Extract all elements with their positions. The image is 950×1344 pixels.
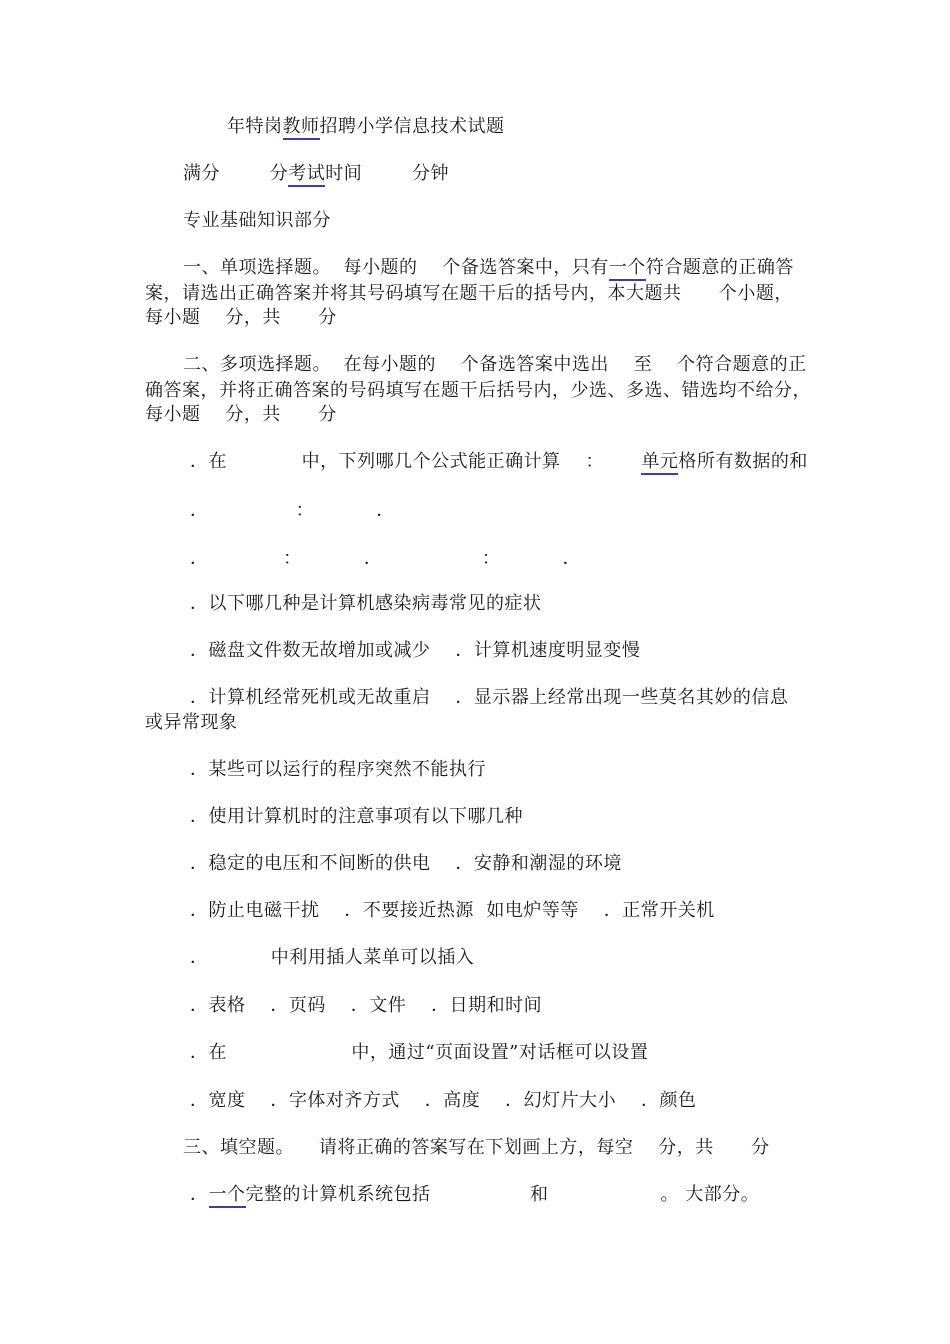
part1-heading-line2: 案，请选出正确答案并将其号码填写在题干后的括号内，本大题共 个小题，	[145, 283, 793, 304]
title-underlined-word: 教师	[283, 116, 320, 140]
title-prefix: 年特岗	[227, 116, 283, 137]
part1-line1-suffix: 符合题意的正确答	[645, 257, 794, 278]
q6-underlined-word: 一个	[209, 1184, 246, 1208]
question-3-options-b: ．防止电磁干扰 ．不要接近热源 如电炉等等 ．正常开关机	[190, 900, 715, 921]
question-1-options-a: ． ： ．	[190, 500, 395, 521]
title-suffix: 招聘小学信息技术试题	[319, 116, 505, 137]
question-2-stem: ．以下哪几种是计算机感染病毒常见的症状	[190, 593, 542, 614]
part1-underlined-word: 一个	[609, 257, 646, 281]
exam-info-prefix: 满分 分	[183, 163, 289, 184]
part2-heading-line3: 每小题 分，共 分	[145, 404, 337, 425]
part1-heading-line1	[183, 256, 794, 280]
q1-underlined-word: 单元	[641, 451, 678, 475]
question-2-options-b2: 或异常现象	[145, 712, 238, 733]
question-4-options: ．表格 ．页码 ．文件 ．日期和时间	[190, 995, 543, 1016]
question-2-options-a: ．磁盘文件数无故增加或减少 ．计算机速度明显变慢	[190, 640, 641, 661]
question-1-options-b: ． ： ． ： ．	[190, 548, 582, 569]
question-5-options: ．宽度 ．字体对齐方式 ．高度 ．幻灯片大小 ．颜色	[190, 1090, 697, 1111]
part2-heading-line1: 二、多项选择题。 在每小题的 个备选答案中选出 至 个符合题意的正	[183, 354, 807, 375]
q6-stem-suffix: 完整的计算机系统包括 和 。 大部分。	[245, 1184, 760, 1205]
exam-info-suffix: 时间 分钟	[325, 163, 450, 184]
document-title	[227, 115, 505, 139]
part1-heading-line3: 每小题 分，共 分	[145, 307, 337, 328]
q6-number-dot: ．	[190, 1184, 209, 1205]
question-6-stem	[190, 1183, 759, 1207]
exam-info-underlined-word: 考试	[288, 163, 325, 187]
question-1-stem	[190, 450, 808, 474]
exam-info-line	[183, 162, 449, 186]
section-label: 专业基础知识部分	[183, 210, 331, 231]
part2-heading-line2: 确答案，并将正确答案的号码填写在题干后括号内，少选、多选、错选均不给分，	[145, 380, 811, 401]
q1-stem-suffix: 格所有数据的和	[678, 451, 808, 472]
part3-heading: 三、填空题。 请将正确的答案写在下划画上方，每空 分，共 分	[183, 1137, 770, 1158]
question-2-options-c: ．某些可以运行的程序突然不能执行	[190, 759, 486, 780]
question-3-options-a: ．稳定的电压和不间断的供电 ．安静和潮湿的环境	[190, 853, 622, 874]
q1-stem-prefix: ．在 中，下列哪几个公式能正确计算 ：	[190, 451, 642, 472]
question-2-options-b1: ．计算机经常死机或无故重启 ．显示器上经常出现一些莫名其妙的信息	[190, 687, 789, 708]
question-5-stem: ．在 中，通过“页面设置”对话框可以设置	[190, 1042, 649, 1063]
question-4-stem: ． 中利用插人菜单可以插入	[190, 947, 475, 968]
part1-line1-prefix: 一、单项选择题。 每小题的 个备选答案中，只有	[183, 257, 609, 278]
question-3-stem: ．使用计算机时的注意事项有以下哪几种	[190, 806, 523, 827]
